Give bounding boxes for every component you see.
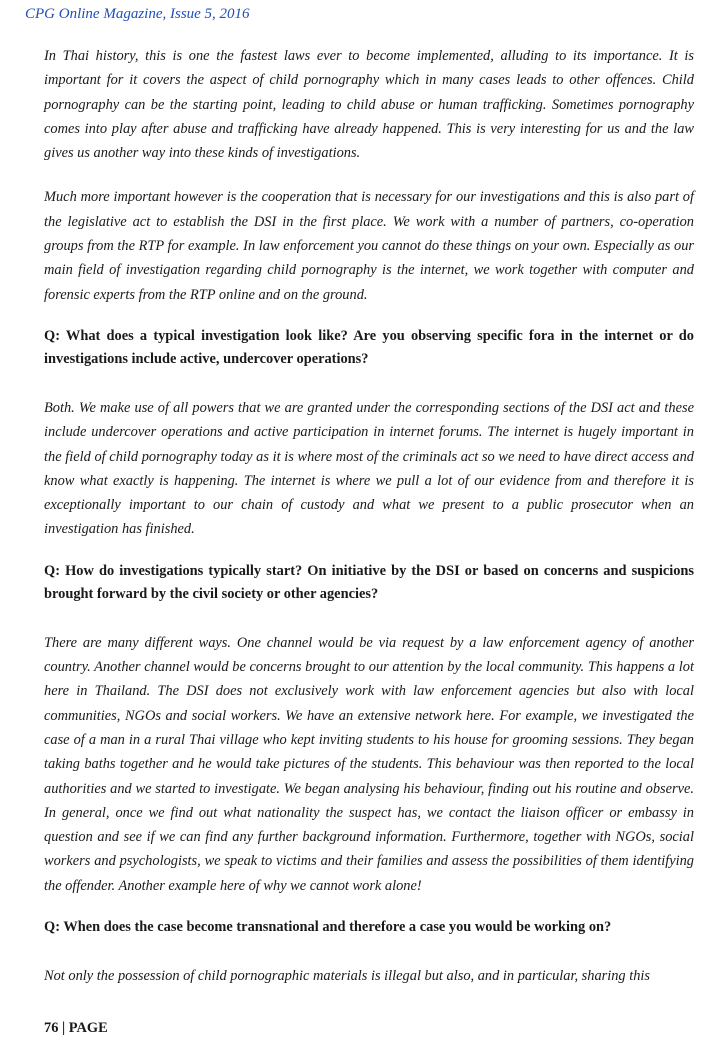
page-number: 76 | PAGE — [44, 1020, 108, 1036]
article-body — [44, 44, 694, 988]
interview-question: Q: When does the case become transnational and therefore a case you would be working on? — [44, 919, 612, 936]
answer-paragraph: There are many different ways. One channel would be via request by a law enforcement agency of another country. Another channel would be concerns brought to our attention by the local community. This happens a lot here in Thailand. The DSI does not exclusively work with law enforcement agencies but also with local communities, NGOs and social workers. We have an extensive network here. For example, we investigated the case of a man in a rural Thai village who kept inviting students to his house for grooming sessions. They began taking baths together and he would take pictures of the students. This behaviour was then reported to the local authorities and we started to investigate. We began analysing his behaviour, finding out his routine and observe. In general, once we find out what nationality the suspect has, we contact the liaison officer or embassy in question and see if we can find any further background information. Furthermore, together with NGOs, social workers and psychologists, we speak to victims and their families and assess the possibilities of them identifying the offender. Another example here of why we cannot work alone! — [44, 634, 694, 894]
answer-paragraph: Not only the possession of child pornographic materials is illegal but also, and in particular, sharing this — [44, 968, 651, 985]
interview-question: Q: How do investigations typically start? On initiative by the DSI or based on concerns and suspicions brought forward by the civil society or other agencies? — [44, 562, 694, 602]
interview-question: Q: What does a typical investigation look like? Are you observing specific fora in the internet or do investigations include active, undercover operations? — [44, 327, 694, 367]
magazine-header: CPG Online Magazine, Issue 5, 2016 — [25, 6, 250, 22]
answer-paragraph: In Thai history, this is one the fastest laws ever to become implemented, alluding to its importance. It is important for it covers the aspect of child pornography which in many cases leads to other offences. Child pornography can be the starting point, leading to child abuse or human trafficking. Sometimes pornography comes into play after abuse and trafficking have already happened. This is very interesting for us and the law gives us another way into these kinds of investigations. — [44, 48, 694, 162]
answer-paragraph: Much more important however is the cooperation that is necessary for our investigations and this is also part of the legislative act to establish the DSI in the first place. We work with a number of partners, co-operation groups from the RTP for example. In law enforcement you cannot do these things on your own. Especially as our main field of investigation regarding child pornography is the internet, we work together with computer and forensic experts from the RTP online and on the ground. — [44, 189, 694, 303]
answer-paragraph: Both. We make use of all powers that we are granted under the corresponding sections of the DSI act and these include undercover operations and active participation in internet forums. The internet is hugely important in the field of child pornography today as it is where most of the criminals act so we need to have direct access and know what exactly is happening. The internet is where we pull a lot of our evidence from and therefore it is exceptionally important to our chain of custody and what we present to a public prosecutor when an investigation has finished. — [44, 399, 694, 538]
